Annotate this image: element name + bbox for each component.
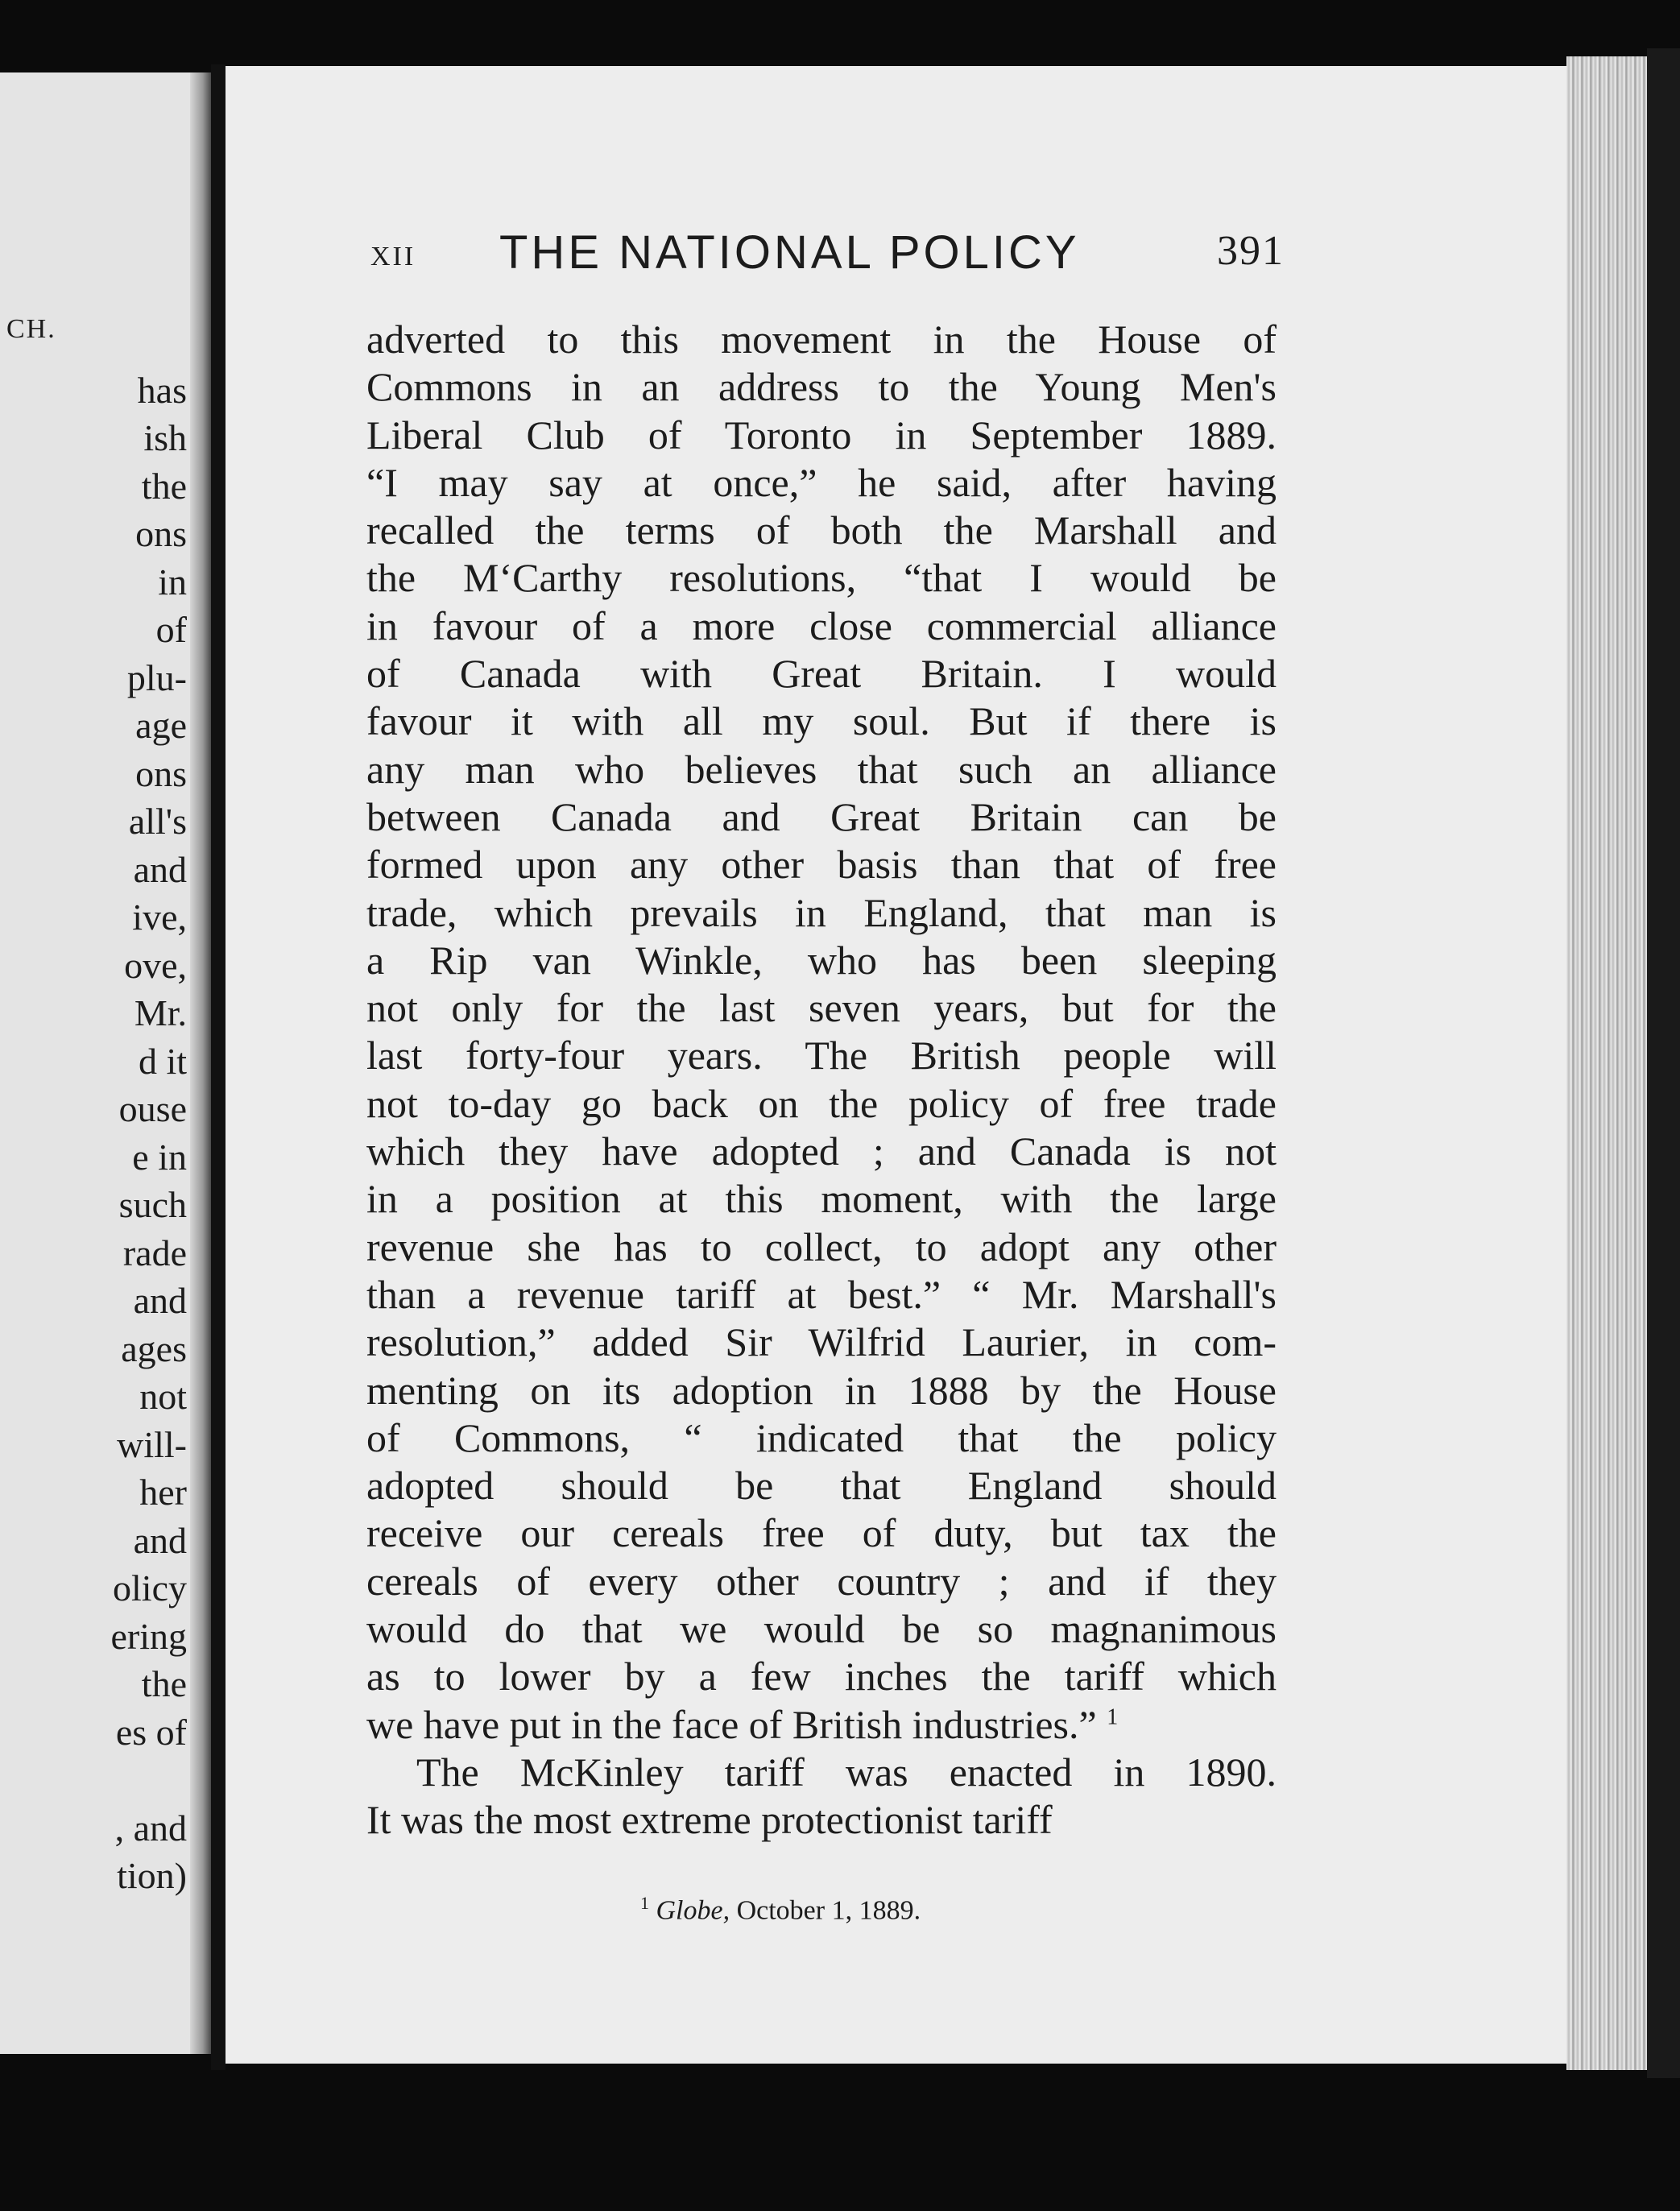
- text-line: [366, 698, 1277, 745]
- text-line: [366, 841, 1277, 888]
- footnote: [640, 1893, 921, 1926]
- text-line: [366, 1367, 1277, 1414]
- text-line-content: a Rip van Winkle, who has been sleeping: [366, 937, 1277, 983]
- text-line: [366, 793, 1277, 841]
- text-line-content: which they have adopted ; and Canada is not: [366, 1128, 1277, 1174]
- text-line: [366, 889, 1277, 937]
- left-line-fragment: age: [135, 705, 187, 746]
- text-line-content: resolution,” added Sir Wilfrid Laurier, in com-: [366, 1319, 1277, 1365]
- text-line: [366, 1462, 1277, 1509]
- text-line-content: recalled the terms of both the Marshall and: [366, 507, 1277, 553]
- facing-page-left: [0, 72, 211, 2054]
- left-line-fragment: rade: [122, 1232, 187, 1273]
- text-line: [366, 1796, 1277, 1844]
- text-line: [366, 1175, 1277, 1223]
- text-line-content: we have put in the face of British industries.”: [366, 1701, 1097, 1747]
- text-line: [366, 1224, 1277, 1271]
- text-line: [366, 412, 1277, 459]
- text-line: [366, 602, 1277, 650]
- left-line-fragment: will-: [117, 1423, 187, 1465]
- text-line-content: in favour of a more close commercial alliance: [366, 602, 1277, 648]
- text-line-content: in a position at this moment, with the large: [366, 1176, 1277, 1222]
- text-line-content: adopted should be that England should: [366, 1463, 1277, 1509]
- left-line-fragment: olicy: [113, 1567, 187, 1609]
- text-line: [366, 937, 1277, 984]
- text-line: [366, 1414, 1277, 1462]
- book-spine: [211, 64, 226, 2070]
- text-line-content: cereals of every other country ; and if they: [366, 1558, 1277, 1604]
- text-line-content: as to lower by a few inches the tariff which: [366, 1654, 1277, 1700]
- left-line-fragment: in: [158, 561, 187, 602]
- text-line-content: trade, which prevails in England, that man is: [366, 889, 1277, 935]
- text-line-content: receive our cereals free of duty, but tax the: [366, 1510, 1277, 1556]
- left-line-fragment: ive,: [132, 896, 187, 938]
- text-line-content: “I may say at once,” he said, after having: [366, 459, 1277, 505]
- text-line-content: of Commons, “ indicated that the policy: [366, 1414, 1277, 1460]
- left-line-fragment: ove,: [124, 944, 187, 986]
- text-line: [366, 1032, 1277, 1079]
- text-line-content: not to-day go back on the policy of free trade: [366, 1080, 1277, 1126]
- text-line: [366, 1319, 1277, 1366]
- left-line-fragment: the: [141, 1663, 187, 1704]
- left-line-fragment: and: [133, 1519, 187, 1561]
- left-line-fragment: ish: [143, 417, 187, 458]
- text-line-content: favour it with all my soul. But if there is: [366, 698, 1277, 744]
- left-line-fragment: e in: [132, 1136, 187, 1178]
- left-line-fragment: es of: [115, 1711, 187, 1753]
- text-line: [366, 1701, 1277, 1749]
- left-line-fragment: not: [139, 1376, 187, 1417]
- text-line: [366, 1080, 1277, 1128]
- running-head: [366, 226, 1285, 282]
- page-number: 391: [1217, 228, 1285, 274]
- text-line: [366, 554, 1277, 602]
- text-line: [366, 746, 1277, 793]
- background-edge: [1647, 48, 1680, 2078]
- left-line-fragment: d it: [138, 1040, 187, 1082]
- text-line: [366, 1653, 1277, 1700]
- text-line-content: Commons in an address to the Young Men's: [366, 364, 1277, 410]
- body-text: [366, 316, 1277, 1845]
- left-line-fragment: and: [133, 848, 187, 890]
- text-line-content: adverted to this movement in the House of: [366, 317, 1277, 362]
- text-line: [366, 363, 1277, 411]
- left-line-fragment: ering: [110, 1615, 187, 1657]
- text-line-content: revenue she has to collect, to adopt any other: [366, 1224, 1277, 1269]
- text-line-content: any man who believes that such an alliance: [366, 746, 1277, 792]
- left-line-fragment: all's: [128, 801, 187, 842]
- text-line-content: It was the most extreme protectionist tariff: [366, 1797, 1053, 1843]
- text-line: [366, 1749, 1277, 1796]
- left-line-fragment: , and: [114, 1807, 187, 1849]
- text-line-content: than a revenue tariff at best.” “ Mr. Marshall's: [366, 1271, 1277, 1317]
- text-line-content: menting on its adoption in 1888 by the House: [366, 1367, 1277, 1413]
- text-line-content: would do that we would be so magnanimous: [366, 1606, 1277, 1652]
- footnote-source: Globe,: [656, 1895, 730, 1926]
- left-line-fragment: ouse: [118, 1088, 187, 1129]
- text-line-content: the M‘Carthy resolutions, “that I would be: [366, 555, 1277, 601]
- text-line: [366, 650, 1277, 698]
- left-line-fragment: and: [133, 1280, 187, 1321]
- chapter-number: XII: [370, 242, 416, 271]
- footnote-date: October 1, 1889.: [736, 1895, 921, 1926]
- left-line-fragment: the: [141, 465, 187, 507]
- text-line: [366, 1605, 1277, 1653]
- page-fore-edge: [1566, 56, 1647, 2070]
- text-line-content: of Canada with Great Britain. I would: [366, 651, 1277, 697]
- text-line-content: last forty-four years. The British people will: [366, 1033, 1277, 1079]
- text-line: [366, 1558, 1277, 1605]
- text-line: [366, 507, 1277, 554]
- left-line-fragment: ons: [135, 513, 187, 554]
- left-line-fragment: Mr.: [134, 992, 187, 1033]
- text-line: [366, 984, 1277, 1032]
- text-line: [366, 1271, 1277, 1319]
- left-line-fragment: such: [118, 1184, 187, 1225]
- left-line-fragment: tion): [117, 1855, 187, 1896]
- text-line: [366, 1509, 1277, 1557]
- text-line: [366, 459, 1277, 507]
- running-title: THE NATIONAL POLICY: [499, 226, 1080, 279]
- text-line-content: The McKinley tariff was enacted in 1890.: [416, 1749, 1277, 1795]
- left-line-fragment: her: [139, 1472, 187, 1513]
- text-line-content: Liberal Club of Toronto in September 1889.: [366, 412, 1277, 458]
- text-line: [366, 316, 1277, 363]
- left-line-fragment: ons: [135, 752, 187, 794]
- footnote-reference: 1: [1107, 1704, 1119, 1729]
- text-line-content: formed upon any other basis than that of free: [366, 842, 1277, 888]
- text-line: [366, 1128, 1277, 1175]
- left-running-head: CH.: [6, 314, 56, 344]
- gutter-shadow: [190, 72, 211, 2054]
- text-line-content: not only for the last seven years, but for the: [366, 985, 1277, 1031]
- left-line-fragment: plu-: [126, 656, 187, 698]
- left-line-fragment: ages: [121, 1327, 187, 1369]
- footnote-mark: 1: [640, 1893, 649, 1913]
- left-line-fragment: has: [137, 369, 187, 411]
- text-line-content: between Canada and Great Britain can be: [366, 793, 1277, 839]
- left-line-fragment: of: [155, 609, 187, 650]
